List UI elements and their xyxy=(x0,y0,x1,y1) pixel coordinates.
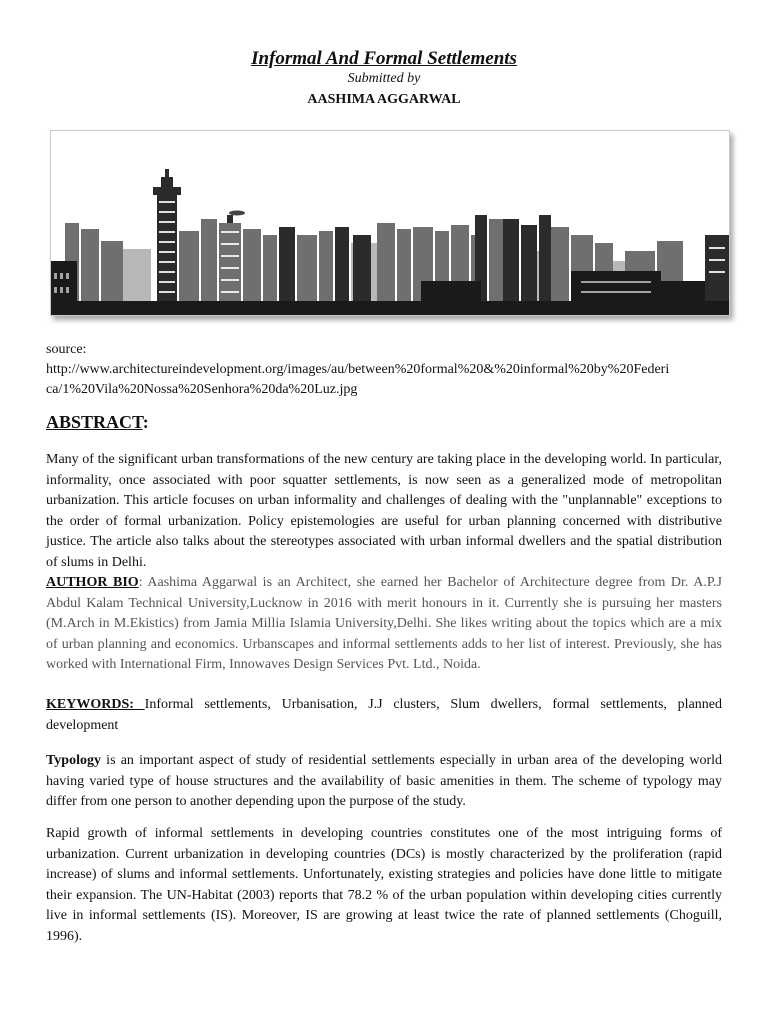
source-label: source: xyxy=(46,342,87,357)
abstract-heading xyxy=(46,412,149,433)
typology-label: Typology xyxy=(46,753,101,768)
author-bio-text: : Aashima Aggarwal is an Architect, she earned her Bachelor of Architecture degree from Dr. A.P.J Abdul Kalam Technical University,Lucknow in 2016 with merit honours in it. Currently she is pursuing her masters (M.Arch in M.Ekistics) from Jamia Millia Islamia University,Delhi. She likes writing about the topics which are a mix of urban planning and economics. Urbanscapes and informal settlements adds to her list of interest. Previously, she has worked with International Firm, Innowaves Design Services Pvt. Ltd., Noida. xyxy=(46,575,722,673)
skyline-figure xyxy=(50,130,730,316)
typology-text: is an important aspect of study of residential settlements especially in urban area of the developing world having varied type of house structures and the availability of basic amenities in them. The scheme of typology may differ from one person to another depending upon the purpose of the study. xyxy=(46,753,722,810)
typology-paragraph xyxy=(46,751,722,813)
keywords-paragraph xyxy=(46,695,722,736)
source-url-line-2: ca/1%20Vila%20Nossa%20Senhora%20da%20Luz.jpg xyxy=(46,382,358,397)
abstract-heading-colon: : xyxy=(142,412,149,432)
author-name: AASHIMA AGGARWAL xyxy=(307,92,461,107)
image-source xyxy=(46,340,726,400)
abstract-paragraph: Many of the significant urban transformations of the new century are taking place in the developing world. In particular, informality, once associated with poor squatter settlements, is now seen as a generalized mode of metropolitan urbanization. This article focuses on urban informality and challenges of dealing with the "unplannable" exceptions to the order of formal urbanization. Policy epistemologies are useful for urban planning concerned with distributive justice. The article also talks about the stereotypes associated with urban informal dwellers and the spatial distribution of slums in Delhi. xyxy=(46,452,722,570)
keywords-label: KEYWORDS: xyxy=(46,697,145,712)
document-title: Informal And Formal Settlements xyxy=(251,48,517,69)
abstract-heading-text: ABSTRACT xyxy=(46,412,143,432)
submitted-by-label: Submitted by xyxy=(347,71,421,86)
skyline-image xyxy=(51,131,729,315)
author-bio-paragraph xyxy=(46,573,722,676)
author-bio-label: AUTHOR BIO xyxy=(46,575,139,590)
rapid-growth-paragraph: Rapid growth of informal settlements in developing countries constitutes one of the most intriguing forms of urbanization. Current urbanization in developing countries (DCs) is mostly characterized by the proliferation (rapid increase) of slums and informal settlements. Unfortunately, existing strategies and policies have done little to mitigate their expansion. The UN-Habitat (2003) reports that 78.2 % of the urban population within developing cities currently live in informal settlements (IS). Moreover, IS are growing at least twice the rate of planned settlements (Choguill, 1996). xyxy=(46,826,722,944)
source-url-line-1: http://www.architectureindevelopment.org/images/au/between%20formal%20&%20informal%20by%20Federi xyxy=(46,362,670,377)
keywords-text: Informal settlements, Urbanisation, J.J clusters, Slum dwellers, formal settlements, planned development xyxy=(46,697,722,733)
